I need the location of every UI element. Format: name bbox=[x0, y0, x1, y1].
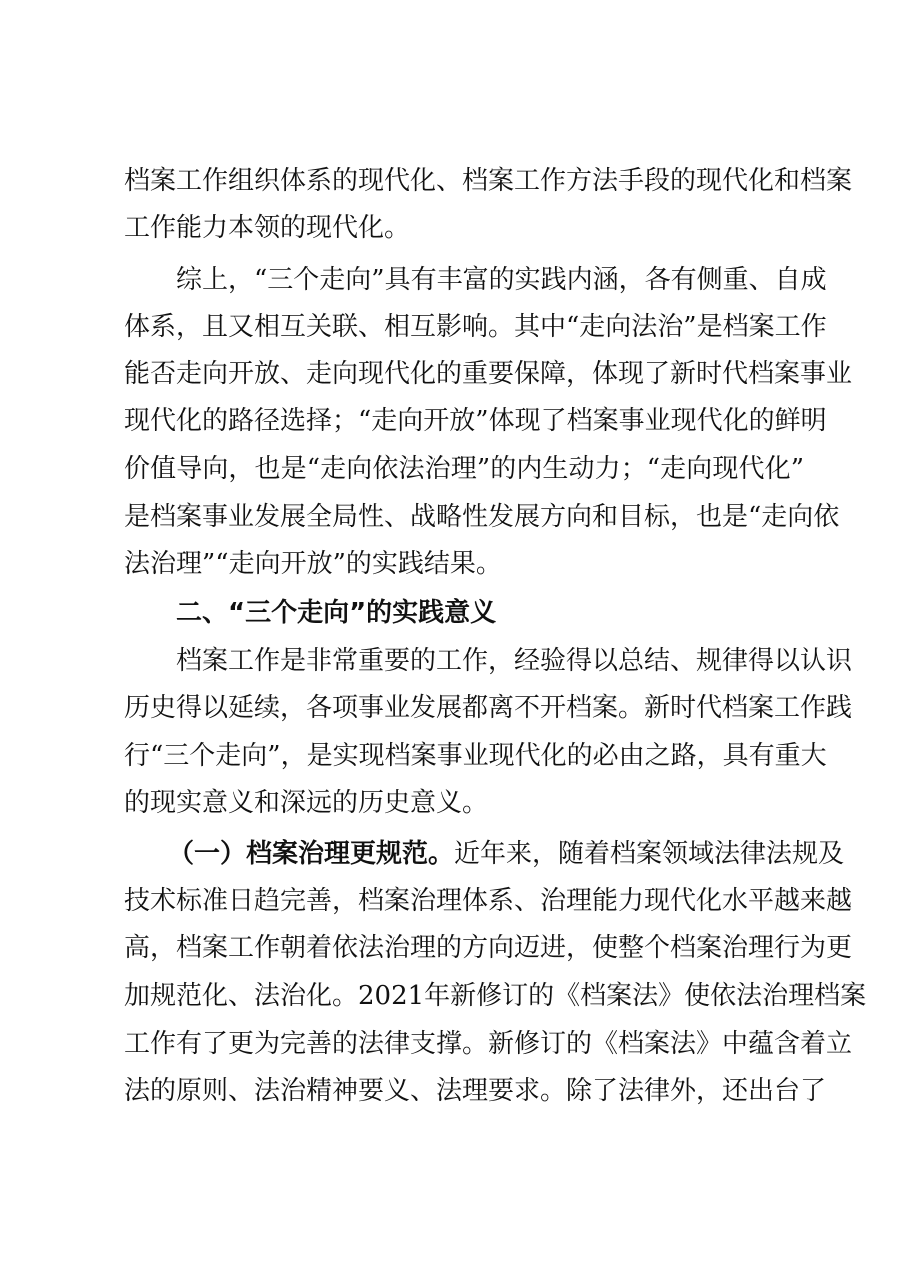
text-line: 能否走向开放、走向现代化的重要保障，体现了新时代档案事业 bbox=[124, 359, 853, 389]
text-line: 加规范化、法治化。2021年新修订的《档案法》使依法治理档案 bbox=[124, 981, 867, 1011]
text-line: 高，档案工作朝着依法治理的方向迈进，使整个档案治理行为更 bbox=[124, 933, 853, 963]
text-line: 历史得以延续，各项事业发展都离不开档案。新时代档案工作践 bbox=[124, 693, 853, 723]
text-run: 近年来，随着档案领域法律法规及 bbox=[454, 839, 845, 869]
text-line: 档案工作组织体系的现代化、档案工作方法手段的现代化和档案 bbox=[124, 166, 853, 196]
text-line: 档案工作是非常重要的工作，经验得以总结、规律得以认识 bbox=[176, 646, 853, 676]
text-line bbox=[168, 831, 845, 877]
text-line: 法治理”“走向开放”的实践结果。 bbox=[124, 549, 502, 579]
text-line: 体系，且又相互关联、相互影响。其中“走向法治”是档案工作 bbox=[124, 312, 827, 342]
text-line: 工作能力本领的现代化。 bbox=[124, 213, 411, 243]
text-line: 的现实意义和深远的历史意义。 bbox=[124, 788, 489, 818]
subsection-lead: （一）档案治理更规范。 bbox=[168, 839, 455, 869]
text-line: 工作有了更为完善的法律支撑。新修订的《档案法》中蕴含着立 bbox=[124, 1029, 853, 1059]
text-line: 现代化的路径选择；“走向开放”体现了档案事业现代化的鲜明 bbox=[124, 406, 827, 436]
text-line: 价值导向，也是“走向依法治理”的内生动力；“走向现代化” bbox=[124, 454, 804, 484]
section-heading: 二、“三个走向”的实践意义 bbox=[176, 598, 497, 628]
text-line: 技术标准日趋完善，档案治理体系、治理能力现代化水平越来越 bbox=[124, 886, 853, 916]
text-line: 是档案事业发展全局性、战略性发展方向和目标，也是“走向依 bbox=[124, 502, 840, 532]
text-line: 综上，“三个走向”具有丰富的实践内涵，各有侧重、自成 bbox=[176, 265, 827, 295]
text-line: 行“三个走向”，是实现档案事业现代化的必由之路，具有重大 bbox=[124, 741, 827, 771]
text-line: 法的原则、法治精神要义、法理要求。除了法律外，还出台了 bbox=[124, 1076, 827, 1106]
